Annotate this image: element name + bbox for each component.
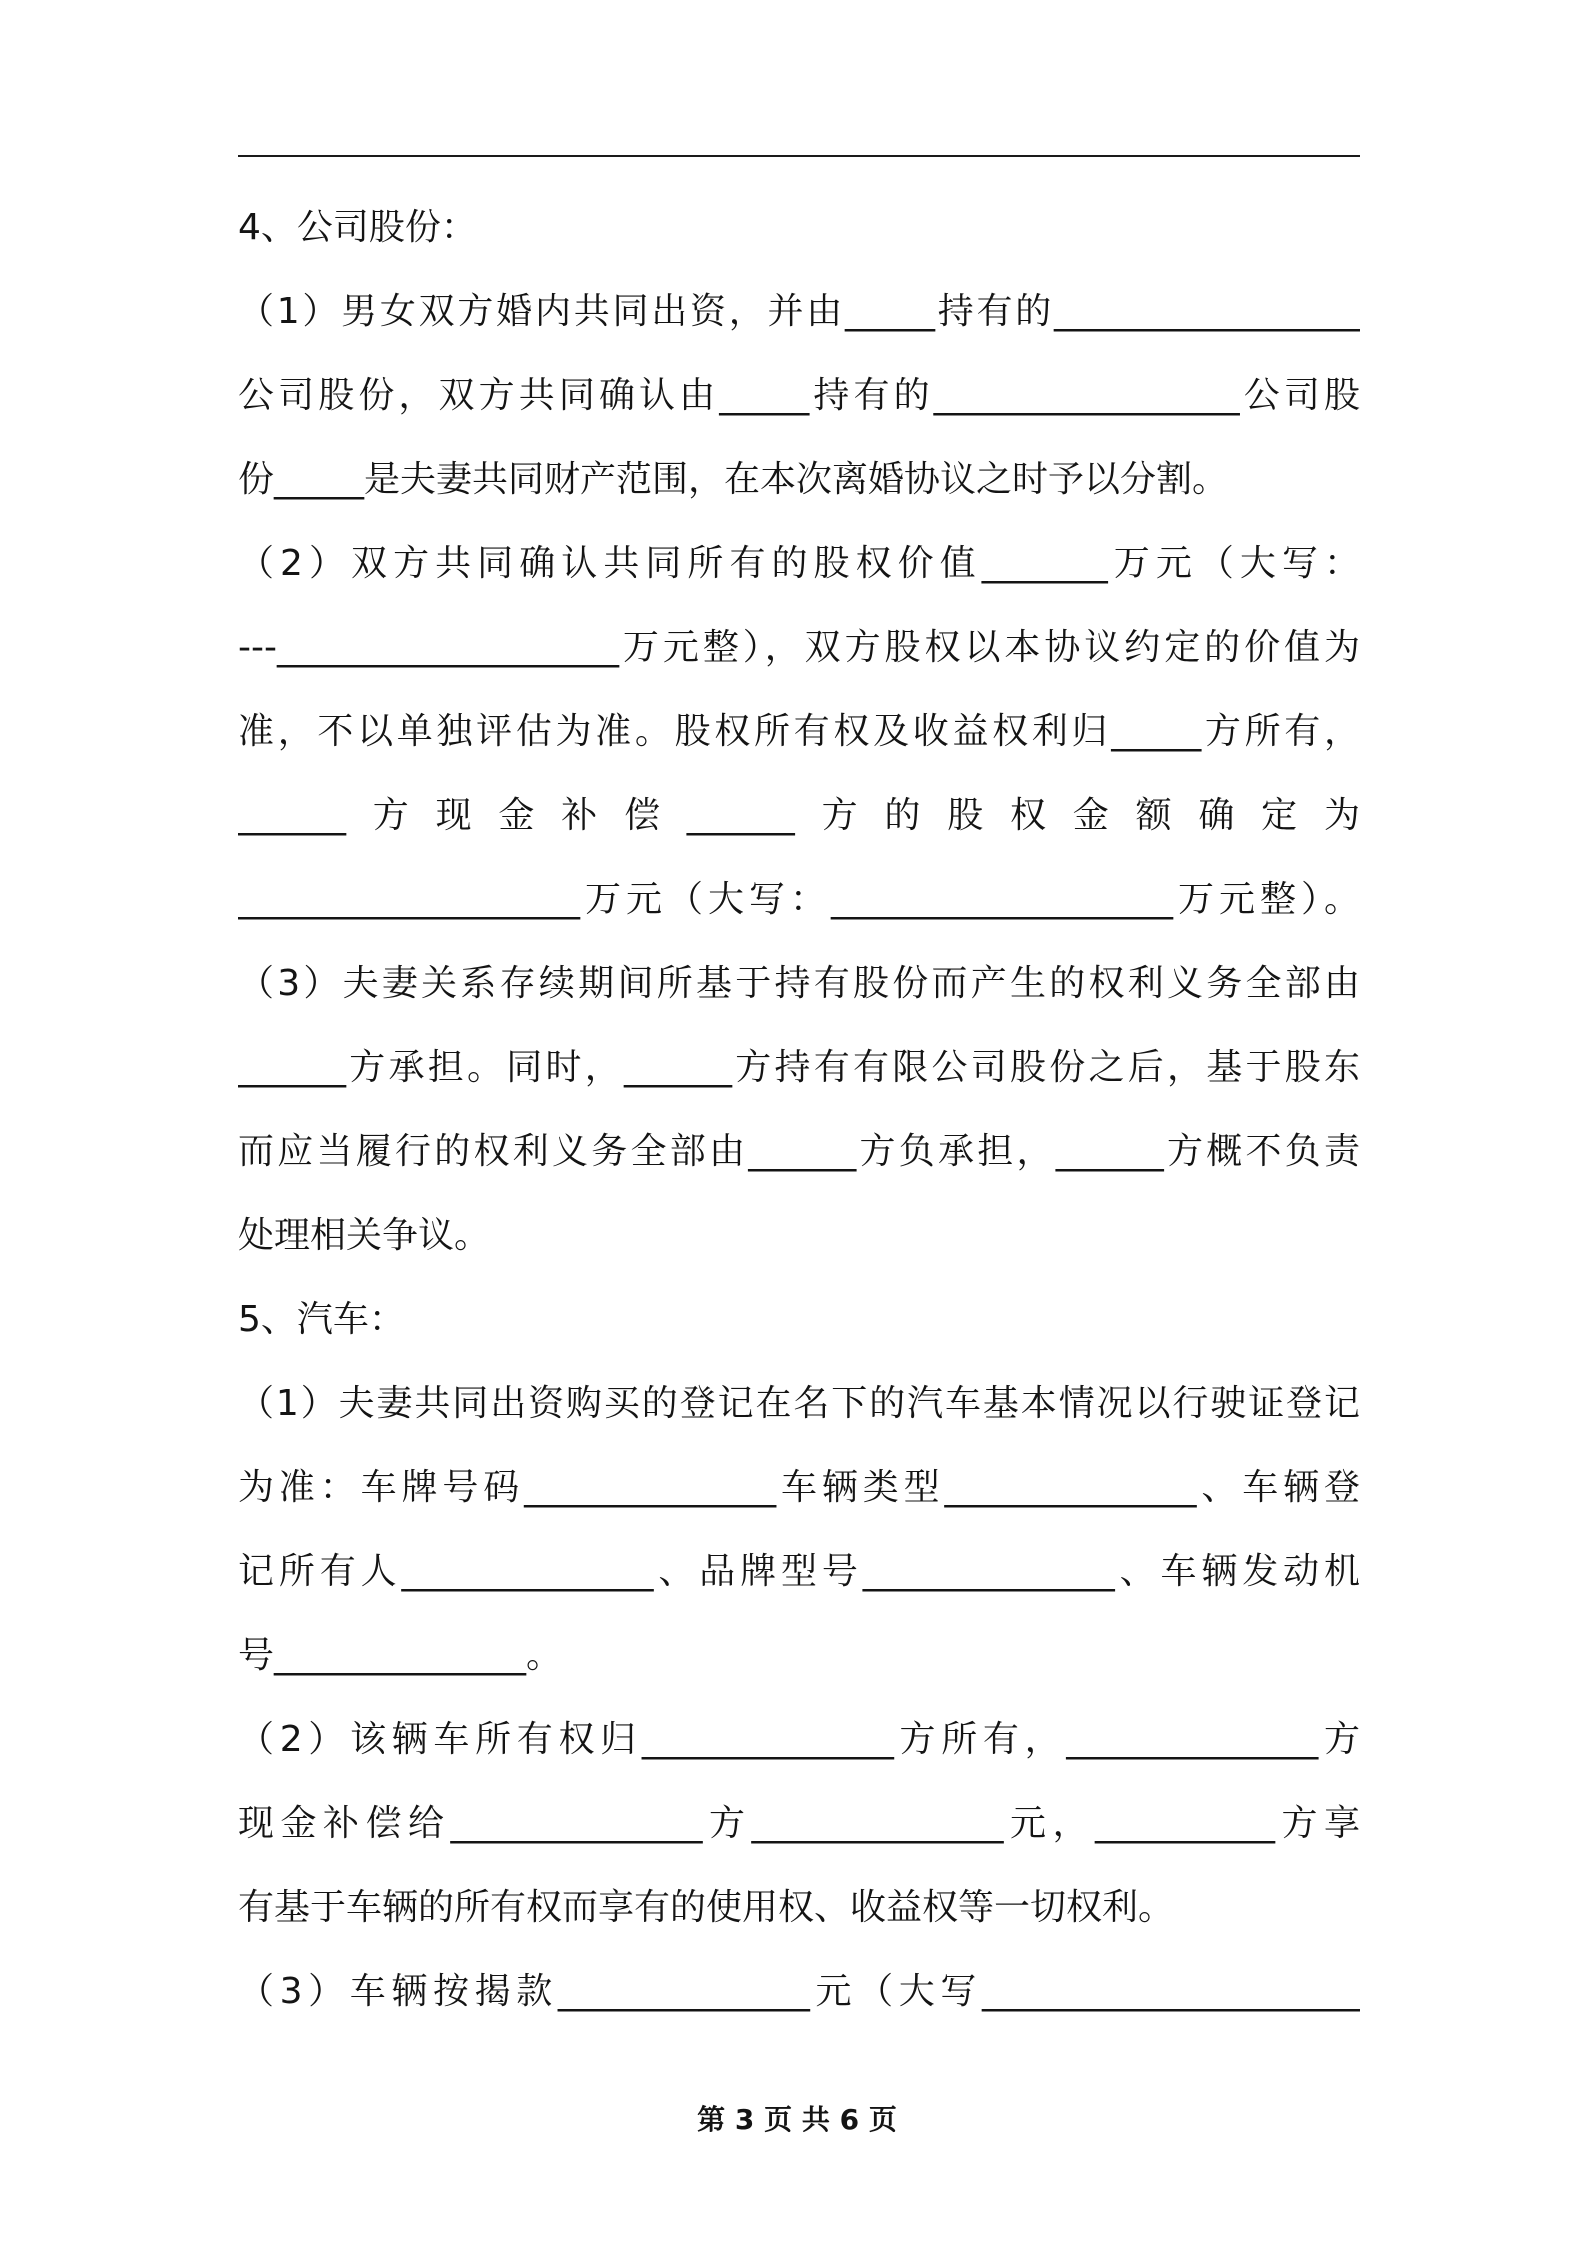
section-heading: 5、汽车： xyxy=(238,1299,405,1340)
document-line: 准，不以单独评估为准。股权所有权及收益权利归_____方所有， xyxy=(238,711,1360,752)
document-line: ___________________万元（大写：___________________万元整）。 xyxy=(238,879,1360,920)
document-line: 公司股份，双方共同确认由_____持有的_________________公司股 xyxy=(238,375,1360,416)
document-line: ---___________________万元整），双方股权以本协议约定的价值为 xyxy=(238,627,1360,668)
header-rule xyxy=(238,155,1360,157)
document-line: 份_____是夫妻共同财产范围，在本次离婚协议之时予以分割。 xyxy=(238,459,1229,500)
document-line: （3）车辆按揭款______________元（大写_____________________ xyxy=(238,1971,1360,2012)
document-line: 有基于车辆的所有权而享有的使用权、收益权等一切权利。 xyxy=(238,1887,1175,1928)
document-line: 为准：车牌号码______________车辆类型______________、车辆登 xyxy=(238,1467,1360,1508)
document-line: （2）该辆车所有权归______________方所有，______________方 xyxy=(238,1719,1360,1760)
document-line: （2）双方共同确认共同所有的股权价值_______万元（大写： xyxy=(238,543,1360,584)
document-line: 处理相关争议。 xyxy=(238,1215,491,1256)
document-line: （1）男女双方婚内共同出资，并由_____持有的_________________ xyxy=(238,291,1360,332)
section-heading: 4、公司股份： xyxy=(238,207,477,248)
document-line: 记所有人______________、品牌型号______________、车辆发动机 xyxy=(238,1551,1360,1592)
document-line: ______方承担。同时，______方持有有限公司股份之后，基于股东 xyxy=(238,1047,1360,1088)
document-line: 现金补偿给______________方______________元，__________方享 xyxy=(238,1803,1360,1844)
document-line: 而应当履行的权利义务全部由______方负承担，______方概不负责 xyxy=(238,1131,1360,1172)
document-line: （1）夫妻共同出资购买的登记在名下的汽车基本情况以行驶证登记 xyxy=(238,1383,1360,1424)
page-footer: 第 3 页 共 6 页 xyxy=(697,2103,897,2136)
document-line: （3）夫妻关系存续期间所基于持有股份而产生的权利义务全部由 xyxy=(238,963,1360,1004)
document-body xyxy=(238,186,1360,2034)
document-line: 号______________。 xyxy=(238,1635,562,1676)
document-line: ______方现金补偿______方的股权金额确定为 xyxy=(238,795,1360,836)
